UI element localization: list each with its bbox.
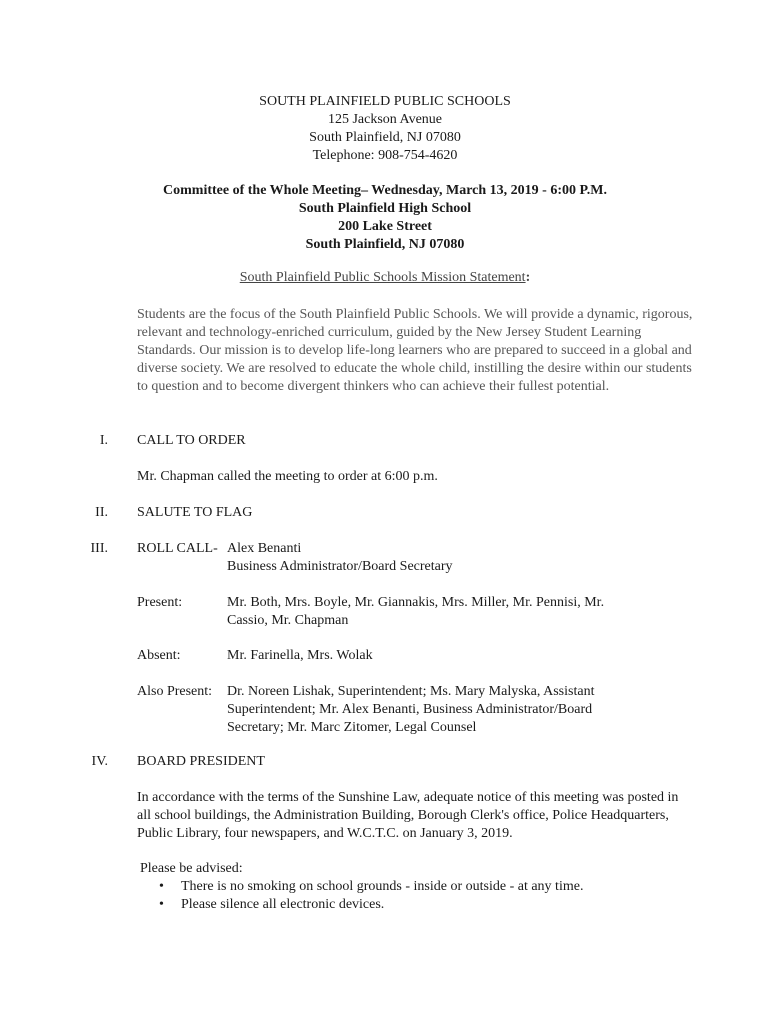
school-name: SOUTH PLAINFIELD PUBLIC SCHOOLS xyxy=(259,94,511,109)
mission-heading-colon: : xyxy=(525,270,531,285)
section-title-roll-call: ROLL CALL- xyxy=(137,541,218,556)
advised-label: Please be advised: xyxy=(140,861,243,876)
meeting-title: Committee of the Whole Meeting– Wednesday, March 13, 2019 - 6:00 P.M. xyxy=(163,183,607,198)
advisory-list xyxy=(140,878,583,914)
advisory-text: There is no smoking on school grounds - inside or outside - at any time. xyxy=(181,879,584,894)
list-item xyxy=(140,896,583,914)
present-label: Present: xyxy=(137,595,183,610)
school-city: South Plainfield, NJ 07080 xyxy=(309,130,461,145)
school-phone: Telephone: 908-754-4620 xyxy=(312,148,458,163)
section-title-call-to-order: CALL TO ORDER xyxy=(137,433,246,448)
sunshine-law-notice: In accordance with the terms of the Sunshine Law, adequate notice of this meeting was posted in all school buildings, the Administration Building, Borough Clerk's office, Police Headquarters, Public Library, four newspapers, and W.C.T.C. on January 3, 2019. xyxy=(137,790,679,841)
section-number-2: II. xyxy=(95,505,108,520)
bullet-icon: • xyxy=(159,897,164,912)
section-number-3: III. xyxy=(90,541,108,556)
also-present-list: Dr. Noreen Lishak, Superintendent; Ms. Mary Malyska, Assistant Superintendent; Mr. Alex Benanti, Business Administrator/Board Secretary; Mr. Marc Zitomer, Legal Counsel xyxy=(227,684,595,735)
bullet-icon: • xyxy=(159,879,164,894)
section-number-1: I. xyxy=(99,433,108,448)
meeting-venue: South Plainfield High School xyxy=(298,201,472,216)
mission-statement: Students are the focus of the South Plainfield Public Schools. We will provide a dynamic, rigorous, relevant and technology-enriched curriculum, guided by the New Jersey Student Learning Standards. Our mission is to develop life-long learners who are prepared to succeed in a global and diverse society. We are resolved to educate the whole child, instilling the desire within our students to question and to become divergent thinkers who can achieve their fullest potential. xyxy=(137,307,693,394)
meeting-header xyxy=(0,182,770,254)
absent-list: Mr. Farinella, Mrs. Wolak xyxy=(227,648,373,663)
section-title-salute: SALUTE TO FLAG xyxy=(137,505,253,520)
school-header xyxy=(0,93,770,165)
roll-call-name: Alex Benanti xyxy=(227,541,302,556)
absent-label: Absent: xyxy=(137,648,181,663)
mission-heading xyxy=(0,270,770,286)
section-number-4: IV. xyxy=(91,754,108,769)
also-present-label: Also Present: xyxy=(137,684,213,699)
meeting-city: South Plainfield, NJ 07080 xyxy=(305,237,465,252)
meeting-street: 200 Lake Street xyxy=(338,219,432,234)
mission-heading-text: South Plainfield Public Schools Mission Statement xyxy=(239,270,526,285)
section-title-board-president: BOARD PRESIDENT xyxy=(137,754,265,769)
roll-call-role: Business Administrator/Board Secretary xyxy=(227,559,453,574)
call-to-order-text: Mr. Chapman called the meeting to order at 6:00 p.m. xyxy=(137,469,438,484)
school-street: 125 Jackson Avenue xyxy=(327,112,443,127)
list-item xyxy=(140,878,583,896)
present-list: Mr. Both, Mrs. Boyle, Mr. Giannakis, Mrs. Miller, Mr. Pennisi, Mr. Cassio, Mr. Chapman xyxy=(227,595,605,628)
advisory-text: Please silence all electronic devices. xyxy=(181,897,385,912)
